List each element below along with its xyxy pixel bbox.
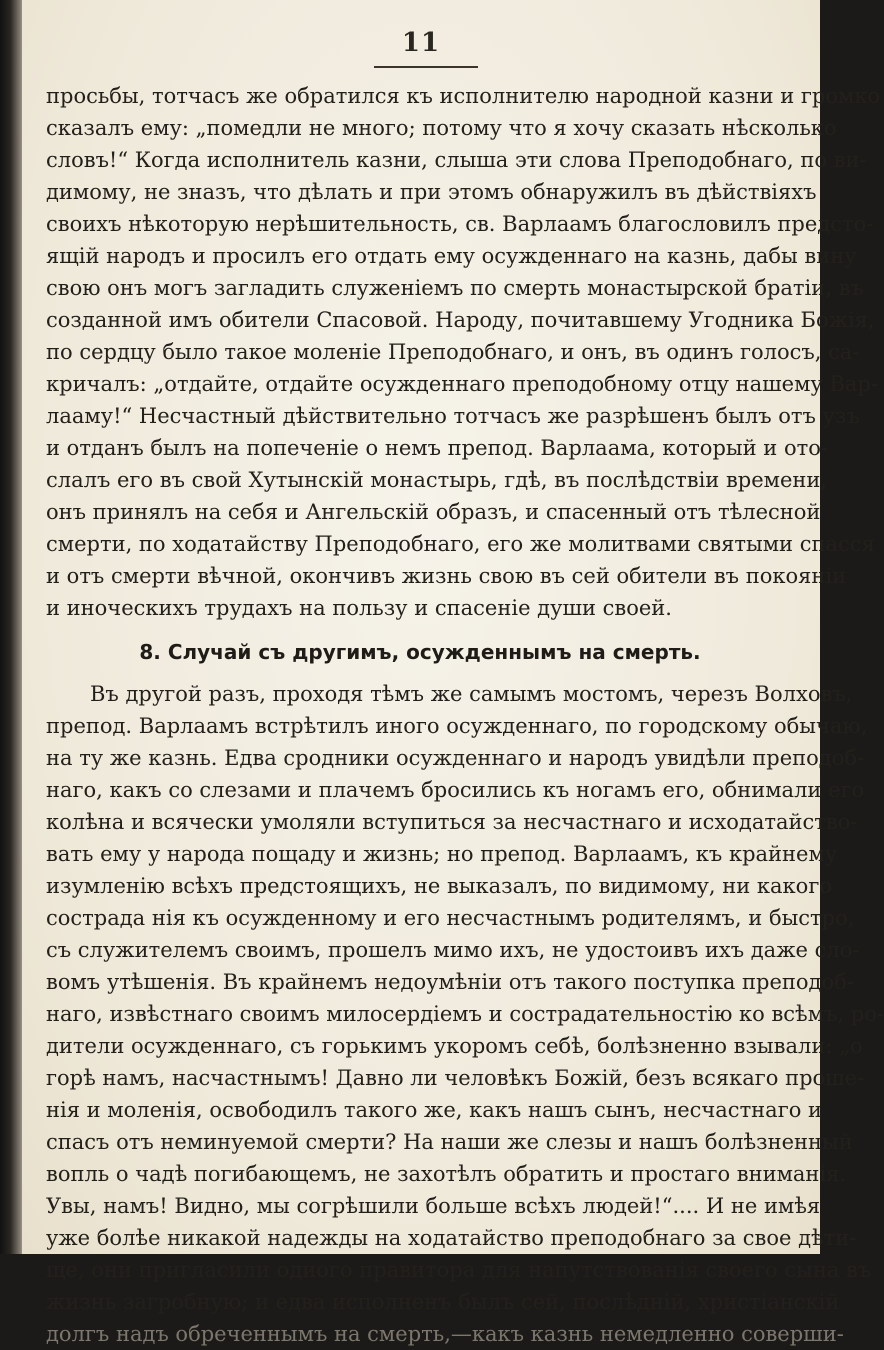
text-line: вать ему у народа пощаду и жизнь; но препод. Варлаамъ, къ крайнему	[46, 842, 838, 866]
text-line: горѣ намъ, насчастнымъ! Давно ли человѣкъ Божій, безъ всякаго проше-	[46, 1066, 865, 1090]
text-line: слалъ его въ свой Хутынскій монастырь, гдѣ, въ послѣдствіи времени,	[46, 468, 828, 492]
text-line: и иноческихъ трудахъ на пользу и спасеніе души своей.	[46, 596, 672, 620]
section-heading: 8. Случай съ другимъ, осужденнымъ на смерть.	[139, 640, 701, 664]
text-line: ящій народъ и просилъ его отдать ему осужденнаго на казнь, дабы вину	[46, 244, 857, 268]
text-line: своихъ нѣкоторую нерѣшительность, св. Варлаамъ благословилъ предсто-	[46, 212, 874, 236]
page-number: 11	[401, 28, 441, 58]
text-line: по сердцу было такое моленіе Преподобнаго, и онъ, въ одинъ голосъ, са-	[46, 340, 860, 364]
text-line: онъ принялъ на себя и Ангельскій образъ, и спасенный отъ тѣлесной	[46, 500, 821, 524]
text-line: словъ!“ Когда исполнитель казни, слыша эти слова Преподобнаго, по ви-	[46, 148, 867, 172]
text-line: и отданъ былъ на попеченіе о немъ препод. Варлаама, который и ото-	[46, 436, 828, 460]
text-line: вомъ утѣшенія. Въ крайнемъ недоумѣніи отъ такого поступка преподоб-	[46, 970, 854, 994]
text-line: созданной имъ обители Спасовой. Народу, почитавшему Угодника Божія,	[46, 308, 875, 332]
text-line: жизнь загробную; и едва исполненъ былъ сей, послѣдній, христіанскій	[46, 1290, 840, 1314]
text-line: и отъ смерти вѣчной, окончивъ жизнь свою въ сей обители въ покояніи	[46, 564, 847, 588]
book-page	[22, 0, 884, 1346]
text-line: Въ другой разъ, проходя тѣмъ же самымъ мостомъ, черезъ Волховъ,	[90, 682, 853, 706]
text-line: уже болѣе никакой надежды на ходатайство преподобнаго за свое дѣти-	[46, 1226, 857, 1250]
text-line: сказалъ ему: „помедли не много; потому что я хочу сказать нѣсколько	[46, 116, 837, 140]
paragraph-2	[46, 678, 884, 1350]
text-line: долгъ надъ обреченнымъ на смерть,—какъ казнь немедленно соверши-	[46, 1322, 844, 1346]
text-line: нія и моленія, освободилъ такого же, какъ нашъ сынъ, несчастнаго и	[46, 1098, 823, 1122]
text-line: свою онъ могъ загладить служеніемъ по смерть монастырской братіи, въ	[46, 276, 864, 300]
page-text	[46, 80, 884, 1350]
text-line: дители осужденнаго, съ горькимъ укоромъ себѣ, болѣзненно взывали: „о	[46, 1034, 863, 1058]
page-number-rule	[374, 66, 478, 68]
text-line: препод. Варлаамъ встрѣтилъ иного осужденнаго, по городскому обычаю,	[46, 714, 868, 738]
text-line: димому, не зназъ, что дѣлать и при этомъ обнаружилъ въ дѣйствіяхъ	[46, 180, 817, 204]
text-line: ще, они пригласили одиого правитора для напутствованія своего сына въ	[46, 1258, 872, 1282]
text-line: на ту же казнь. Едва сродники осужденнаго и народъ увидѣли преподоб-	[46, 746, 865, 770]
text-line: спасъ отъ неминуемой смерти? На наши же слезы и нашъ болѣзненный	[46, 1130, 853, 1154]
text-line: изумленію всѣхъ предстоящихъ, не выказалъ, по видимому, ни какого	[46, 874, 832, 898]
text-line: колѣна и всячески умоляли вступиться за несчастнаго и исходатайство-	[46, 810, 858, 834]
text-line: кричалъ: „отдайте, отдайте осужденнаго преподобному отцу нашему Вар-	[46, 372, 878, 396]
text-line: лааму!“ Несчастный дѣйствительно тотчасъ же разрѣшенъ былъ отъ узъ	[46, 404, 860, 428]
text-line: смерти, по ходатайству Преподобнаго, его же молитвами святыми спасся	[46, 532, 875, 556]
text-line: наго, извѣстнаго своимъ милосердіемъ и сострадательностію ко всѣмъ, ро-	[46, 1002, 884, 1026]
paragraph-1	[46, 80, 881, 624]
text-line: сострада нія къ осужденному и его несчастнымъ родителямъ, и быстро,	[46, 906, 855, 930]
text-line: съ служителемъ своимъ, прошелъ мимо ихъ, не удостоивъ ихъ даже сло-	[46, 938, 860, 962]
text-line: Увы, намъ! Видно, мы согрѣшили больше всѣхъ людей!“.... И не имѣя	[46, 1194, 821, 1218]
text-line: наго, какъ со слезами и плачемъ бросились къ ногамъ его, обнимали его	[46, 778, 865, 802]
text-line: просьбы, тотчасъ же обратился къ исполнителю народной казни и громко	[46, 84, 881, 108]
text-line: вопль о чадѣ погибающемъ, не захотѣлъ обратить и простаго вниманія.	[46, 1162, 847, 1186]
